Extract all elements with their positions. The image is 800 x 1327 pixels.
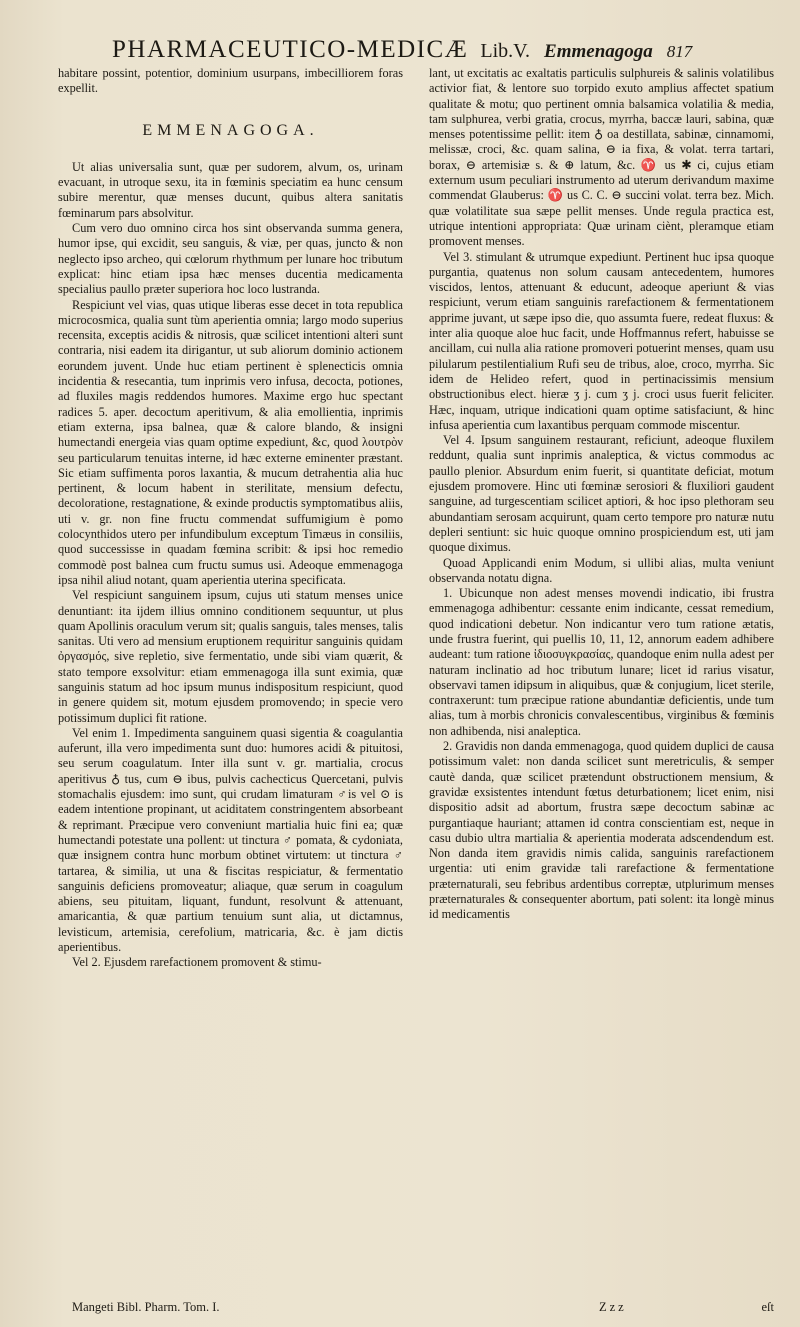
left-column: [58, 66, 403, 1311]
paragraph: Vel 2. Ejusdem rarefactionem promovent & stimu-: [72, 955, 322, 970]
section-name: Emmenagoga: [544, 41, 653, 62]
footer-signature-line: [58, 1300, 403, 1315]
paragraph: Quoad Applicandi enim Modum, si ullibi alias, multa veniunt observanda notatu digna.: [429, 555, 774, 585]
paragraph: Vel enim 1. Impedimenta sanguinem quasi sigentia & coagulantia auferunt, illa vero impedimenta sunt duo: humores acidi & pituitosi, seu serum coagulatum. Inter illa sunt v. gr. martialia, crocus aperitivus ♁ tus, cum ⊖ ibus, pulvis cachecticus Quercetani, pulvis stomachalis ejusdem: imo sunt, qui crudam limaturam ♂is vel ⊙ is eadem intentione propinant, ut aciditatem constringentem absorbeant & reprimant. Præcipue vero conveniunt martialia huic fini ea; quæ humectandi potestate una pollent: ut tinctura ♂ pomata, & cydoniata, quæ insignem contra hunc morbum obtinet virtutem: ut tinctura ♂ tartarea, & similia, ut una & fiscitas respiciatur, & fermentatio sanguinis deficiens promoveatur; aliaque, quæ serum in coagulum abiens, seu pituitam, liquant, fundunt, resolvunt & attenuant, amaricantia, & quæ partium tenuium sunt alia, ut dictamnus, levisticum, artemisia, cerefolium, matricaria, &c. è jam dictis aperientibus.: [58, 725, 403, 955]
intro-paragraph: habitare possint, potentior, dominium usurpans, imbecilliorem foras expellit.: [58, 66, 403, 96]
paragraph: Cum vero duo omnino circa hos sint observanda summa genera, humor ipse, qui excidit, seu sanguis, & viæ, per quas, juncto & non neglecto ipso archeo, qui cœlorum rhythmum per lunare hoc tributum explicat: hinc etiam ipsa hæc menses ducentia medicamenta specialius paullo præter superiora hoc loco lustranda.: [58, 221, 403, 297]
paragraph: 2. Gravidis non danda emmenagoga, quod quidem duplici de causa potissimum valet: non danda scilicet sunt meretriculis, & semper cautè danda, quæ scilicet prætendunt obstructionem mensium, & gravidæ exsistentes intendunt fœtus deturbationem; licet enim, nisi dispositio adsit ad abortum, frustra sæpe decoctum sabinæ ac purgantiaque hauriant; attamen id contra conscientiam est, neque in casu dubio ultra martialia & aperientia moderata adscendendum est. Non danda item gravidis nimis calida, sanguinis rarefactionem urgentia: uti enim gravidæ tali rarefactione & fermentatione præternaturali, seu febribus ardentibus correptæ, utplurimum menses præternaturales & consequenter abortum, pati solent: ita longè minus id medicamentis: [429, 739, 774, 922]
running-title: PHARMACEUTICO-MEDICÆ: [112, 36, 469, 63]
paragraph: Ut alias universalia sunt, quæ per sudorem, alvum, os, urinam evacuant, in utroque sexu, ita in fœminis speciatim ea hunc censum subire merentur, quæ menses ducunt, quibus altera sanitatis fœminarum pars absolvitur.: [58, 159, 403, 220]
catchword: eſt: [761, 1300, 774, 1314]
page-number: 817: [666, 42, 693, 61]
right-column: [429, 66, 774, 1311]
paragraph: Respiciunt vel vias, quas utique liberas esse decet in tota republica microcosmica, qualia sunt tùm aperientia omnia; largo modo superius recensita, exceptis acidis & nitrosis, quæ scilicet intentioni alteri sunt contraria, nisi eadem ita dirigantur, ut sub aliorum dominio actionem eorundem juvent. Unde huc etiam pertinent è splenecticis omnia incidentia & resecantia, tum inprimis vero infusa, decocta, potiones, ad fluxiles magis reddendos humores. Maxime ergo huc spectant radices 5. aper. decoctum aperitivum, & alia emollientia, inprimis etiam externa, ipsa balnea, quæ & calore blando, & insigni humectandi energeia vias quam optime expediunt, &c, quod λουτρὸν seu particularum tenuitas interne, id hæc externe eminenter præstant. Sic etiam suffimenta poros laxantia, & mucum detrahentia alia huc pertinent, & locum habent in sterilitate, mensium defectu, decoloratione, restagnatione, & exinde productis symptomatibus aliis, uti v. gr. non fine fructu commendat suffumigium è pomo colocynthidos utero per infundibulum exceptum Timæus in consiliis, quod successisse in quadam fœmina scribit: & ipsi hoc remedio commodè post balnea cum fructu sumus usi. Adeoque emmenagoga ipsa nihil aliud notant, quam aperientia uterina specificata.: [58, 297, 403, 587]
paragraph: Vel respiciunt sanguinem ipsum, cujus uti statum menses unice denuntiant: ita ijdem illius omnino conditionem sequuntur, ut plus quam Apollinis oraculum verum sit; qualis sanguis, tales menses, talis sanitas. Uti vero ad mensium eruptionem requiritur sanguinis quidam ὀργασμός, sive repletio, sive fermentatio, unde sibi viam quærit, & stato tempore exsolvitur: etiam emmenagoga illa sunt eximia, quæ sanguinis statum ad hoc ipsum munus indispositum respiciunt, quod in genere quidem sit, motum ejusdem promovendo; in specie vero potissimum duplici fit ratione.: [58, 588, 403, 725]
signature-mark: Zzz: [599, 1300, 627, 1314]
running-head: [112, 36, 800, 70]
section-heading: EMMENAGOGA.: [142, 121, 319, 139]
book-number: Lib.V.: [480, 40, 531, 62]
paragraph: Vel 3. stimulant & utrumque expediunt. Pertinent huc ipsa quoque purgantia, quatenus non solum causam antecedentem, humores viscidos, lentos, attenuant & educunt, adeoque aperiunt & vias respiciunt, verum etiam sanguinis rarefactionem & fermentationem apprime juvant, ut sæpe ipso die, quo assumta fuere, redeat fluxus: & inter alia quoque aloe huc facit, unde Hoffmannus refert, habuisse se ancillam, cui nulla alia ratione promoveri potuerint menses, quam usu pilularum pestilentialium Rufi seu de tribus, aloe, croco, myrrha. Sic idem de Helideo refert, quod in pertinacissimis mensium obstructionibus elect. hieræ ʒ j. cum ʒ j. croci usus fuerit feliciter. Hæc, inquam, utrique indicationi quam optime satisfaciunt, & hinc infusa aperientia cum laxantibus perquam commode miscentur.: [429, 249, 774, 432]
paragraph: lant, ut excitatis ac exaltatis particulis sulphureis & salinis volatilibus activior fiat, & lentore suo torpido exuto amplius affectet spatium qualitate & motu; quo pertinent omnia balsamica volatilia & media, tam sulphurea, verbi gratia, crocus, myrrha, baccæ lauri, sabina, quæ menses potentissime pellit: item ♁ oa destillata, sabinæ, cinnamomi, melissæ, croci, &c. quam salina, ⊖ ia fixa, & volat. terra tartari, borax, ⊖ artemisiæ s. & ⊕ latum, &c. ♈ us ✱ ci, cujus etiam externum usum peculiari instrumento ad uterum derivandum maxime commendat Glauberus: ♈ us C. C. ⊖ succini volat. terra bez. Mich. quæ volatilitate sua sæpe pellit menses. Unde regula practica est, utrique intentioni appropriata: Quæ urinam ciènt, pleramque etiam promovent menses.: [429, 66, 774, 249]
paragraph: 1. Ubicunque non adest menses movendi indicatio, ibi frustra emmenagoga adhibentur: cessante enim indicante, cessat remedium, quod indicationi debetur. Non indicantur vero tum ratione ætatis, unde frustra fuerint, qui puellis 10, 11, 12, annorum eadem adhibere audeant: tum ratione ἰδιοσυγκρασίας, quandoque enim nulla adest per naturam inclinatio ad hoc tributum lunare; licet id rarius visatur, observavi tamen idipsum in aliquibus, quæ & conjugium, licet sterile, contraxerunt: tum præcipue ratione abundantiæ deficientis, unde tum alias, tum à morbis chronicis convalescentibus, virginibus & fœminis non adhibenda, nisi analeptica.: [429, 586, 774, 738]
paragraph: Vel 4. Ipsum sanguinem restaurant, reficiunt, adeoque fluxilem reddunt, qualia sunt inprimis analeptica, & victus commodus ac paullo plenior. Absurdum enim fuerit, si quantitate deficiat, motum ejusdem promovere. Hinc uti fœminæ serosiori & fluxiliori gaudent sanguine, ad turgescentiam scilicet aptiori, & hoc ipso plethoram seu abundantiam serosam acquirunt, quam certo tempore pro naturæ nutu depleri sentiunt: sic huic quoque omnino prospiciendum est, uti jam quoque diximus.: [429, 433, 774, 555]
footer-catch: [429, 1300, 774, 1315]
signature-text: Mangeti Bibl. Pharm. Tom. I.: [72, 1300, 220, 1314]
